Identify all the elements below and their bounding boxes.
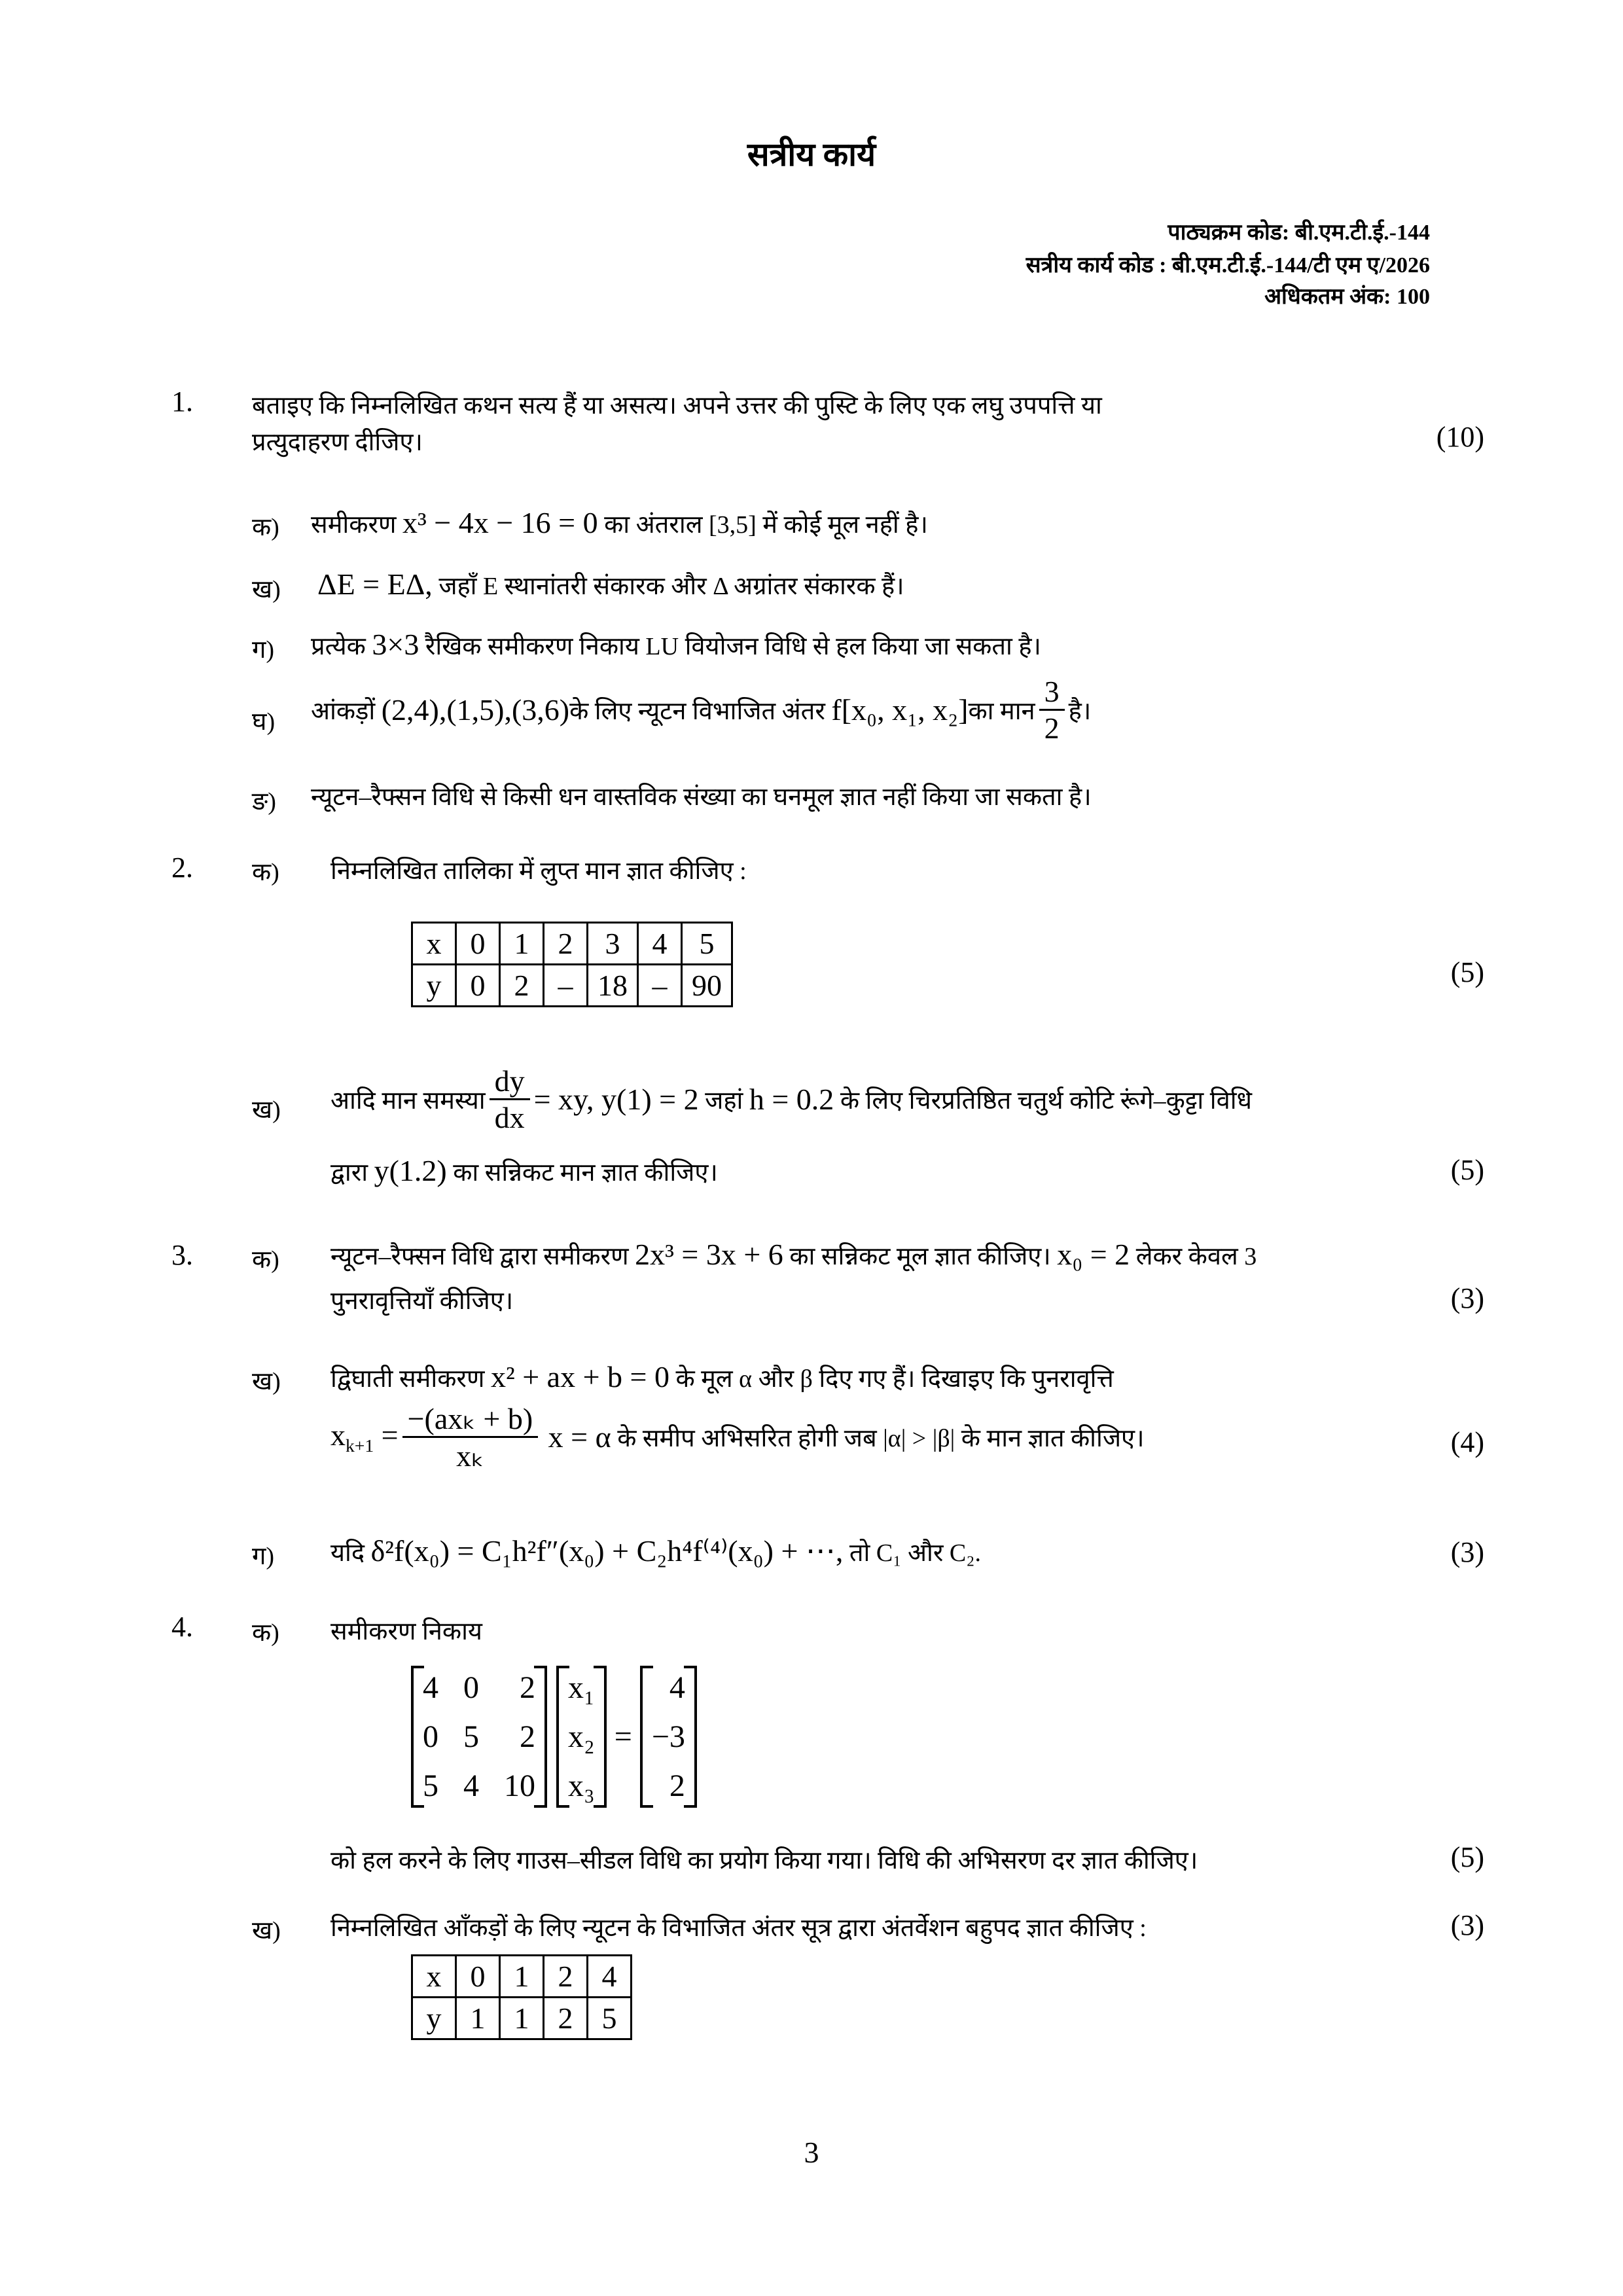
question-3-number: 3. xyxy=(171,1239,193,1271)
assignment-code: सत्रीय कार्य कोड : बी.एम.टी.ई.-144/टी एम ए/2026 xyxy=(1026,253,1430,278)
q3-part-ga-marks: (3) xyxy=(1450,1536,1484,1568)
q1-part-ka: समीकरण x³ − 4x − 16 = 0 का अंतराल [3,5] में कोई मूल नहीं है। xyxy=(311,506,928,539)
q3-part-ka-marks: (3) xyxy=(1450,1282,1484,1314)
q3-part-kha-label: ख) xyxy=(252,1368,281,1395)
linear-system: 4 0 2 0 5 2 5 4 10 x₁ x₂ x₃ = 4 −3 2 xyxy=(411,1666,697,1808)
derivative-dy-dx: $\frac{dy}{dx}$ xyxy=(490,1064,530,1135)
q1-part-kha: ΔE = EΔ, जहाँ E स्थानांतरी संकारक और Δ अग्रांतर संकारक हैं। xyxy=(317,567,904,601)
q3-part-kha-iteration: $x_{k+1}$ = $\frac{\text{−(axₖ + b)}}{\text{xₖ}}$ x = α के समीप अभिसरित होगी जब |α| > |β| के मान ज्ञात कीजिए। xyxy=(330,1402,1145,1473)
q3-part-kha: द्विघाती समीकरण x² + ax + b = 0 के मूल α और β दिए गए हैं। दिखाइए कि पुनरावृत्ति xyxy=(330,1360,1114,1393)
operator-identity: ΔE = EΔ, xyxy=(317,567,433,601)
question-1-text-line2: प्रत्युदाहरण दीजिए। xyxy=(252,429,423,456)
q2-part-ka-marks: (5) xyxy=(1450,956,1484,988)
question-4-number: 4. xyxy=(171,1611,193,1643)
q1-part-gha: आंकड़ों (2,4),(1,5),(3,6) के लिए न्यूटन विभाजित अंतर f[x₀, x₁, x₂] का मान $\frac{3}{2}$ है। xyxy=(311,675,1092,745)
q4-part-ka-label: क) xyxy=(252,1619,279,1647)
iteration-fraction: $\frac{\text{−(axₖ + b)}}{\text{xₖ}}$ xyxy=(402,1401,539,1473)
q1-part-kha-label: ख) xyxy=(252,576,281,603)
q4-part-ka-line2: को हल करने के लिए गाउस–सीडल विधि का प्रयोग किया गया। विधि की अभिसरण दर ज्ञात कीजिए। xyxy=(330,1847,1198,1874)
question-1-marks: (10) xyxy=(1436,421,1484,453)
question-1-text: बताइए कि निम्नलिखित कथन सत्य हैं या असत्य। अपने उत्तर की पुस्टि के लिए एक लघु उपपत्ति या xyxy=(252,392,1102,420)
question-1-number: 1. xyxy=(171,386,193,418)
q4-part-kha-label: ख) xyxy=(252,1917,281,1945)
missing-values-table xyxy=(411,922,733,1007)
q1-part-ga-label: ग) xyxy=(252,636,275,664)
q4-part-ka-marks: (5) xyxy=(1450,1841,1484,1873)
q3-part-ka-line2: पुनरावृत्तियाँ कीजिए। xyxy=(330,1287,514,1315)
q1-part-ka-label: क) xyxy=(252,514,279,541)
coefficient-matrix: 4 0 2 0 5 2 5 4 10 xyxy=(411,1666,547,1808)
page-title: सत्रीय कार्य xyxy=(747,136,876,173)
max-marks: अधिकतम अंक: 100 xyxy=(1264,285,1430,309)
q2-part-ka-text: निम्नलिखित तालिका में लुप्त मान ज्ञात कीजिए : xyxy=(330,857,747,885)
q2-part-ka-label: क) xyxy=(252,859,279,886)
rhs-vector: 4 −3 2 xyxy=(640,1666,697,1808)
q2-part-kha-label: ख) xyxy=(252,1096,281,1124)
course-code: पाठ्यक्रम कोड: बी.एम.टी.ई.-144 xyxy=(1168,221,1430,245)
page-number: 3 xyxy=(804,2136,819,2169)
q3-part-kha-marks: (4) xyxy=(1450,1426,1484,1458)
q4-part-kha-marks: (3) xyxy=(1450,1909,1484,1941)
q1-part-nga-label: ङ) xyxy=(252,788,276,816)
q3-part-ga: यदि δ²f(x₀) = C₁h²f″(x₀) + C₂h⁴f⁽⁴⁾(x₀) + ⋯, तो C₁ और C₂. xyxy=(330,1534,981,1568)
q1-part-ga: प्रत्येक 3×3 रैखिक समीकरण निकाय LU वियोजन विधि से हल किया जा सकता है। xyxy=(311,628,1041,661)
equation: x³ − 4x − 16 = 0 xyxy=(402,506,598,539)
q3-part-ka-label: क) xyxy=(252,1246,279,1274)
iteration-lhs: $x_{k+1}$ = xyxy=(330,1418,399,1456)
interpolation-data-table xyxy=(411,1954,632,2040)
q3-part-ka: न्यूटन–रैफ्सन विधि द्वारा समीकरण 2x³ = 3x + 6 का सन्निकट मूल ज्ञात कीजिए। x₀ = 2 लेकर केवल 3 xyxy=(330,1238,1257,1271)
unknown-vector: x₁ x₂ x₃ xyxy=(556,1666,607,1808)
q2-part-kha: आदि मान समस्या $\frac{dy}{dx}$ = xy, y(1) = 2 जहां h = 0.2 के लिए चिरप्रतिष्ठित चतुर्थ कोटि रूंगे–कुट्टा विधि xyxy=(330,1064,1252,1134)
table-row-x: x 0 1 2 3 4 5 xyxy=(412,923,732,965)
q4-part-ka-text: समीकरण निकाय xyxy=(330,1618,482,1645)
q2-part-kha-marks: (5) xyxy=(1450,1154,1484,1186)
question-2-number: 2. xyxy=(171,852,193,884)
q1-part-gha-label: घ) xyxy=(252,708,276,736)
q3-part-ga-label: ग) xyxy=(252,1543,275,1570)
table-row-y: y 1 1 2 5 xyxy=(412,1998,632,2039)
q1-part-nga: न्यूटन–रैफ्सन विधि से किसी धन वास्तविक संख्या का घनमूल ज्ञात नहीं किया जा सकता है। xyxy=(311,783,1092,811)
q2-part-kha-line2: द्वारा y(1.2) का सन्निकट मान ज्ञात कीजिए। xyxy=(330,1154,718,1187)
table-row-y: y 0 2 – 18 – 90 xyxy=(412,965,732,1007)
table-row-x: x 0 1 2 4 xyxy=(412,1956,632,1998)
q4-part-kha-text: निम्नलिखित आँकड़ों के लिए न्यूटन के विभाजित अंतर सूत्र द्वारा अंतर्वेशन बहुपद ज्ञात कीजिए : xyxy=(330,1914,1147,1942)
fraction-three-halves: $\frac{3}{2}$ xyxy=(1039,674,1065,745)
